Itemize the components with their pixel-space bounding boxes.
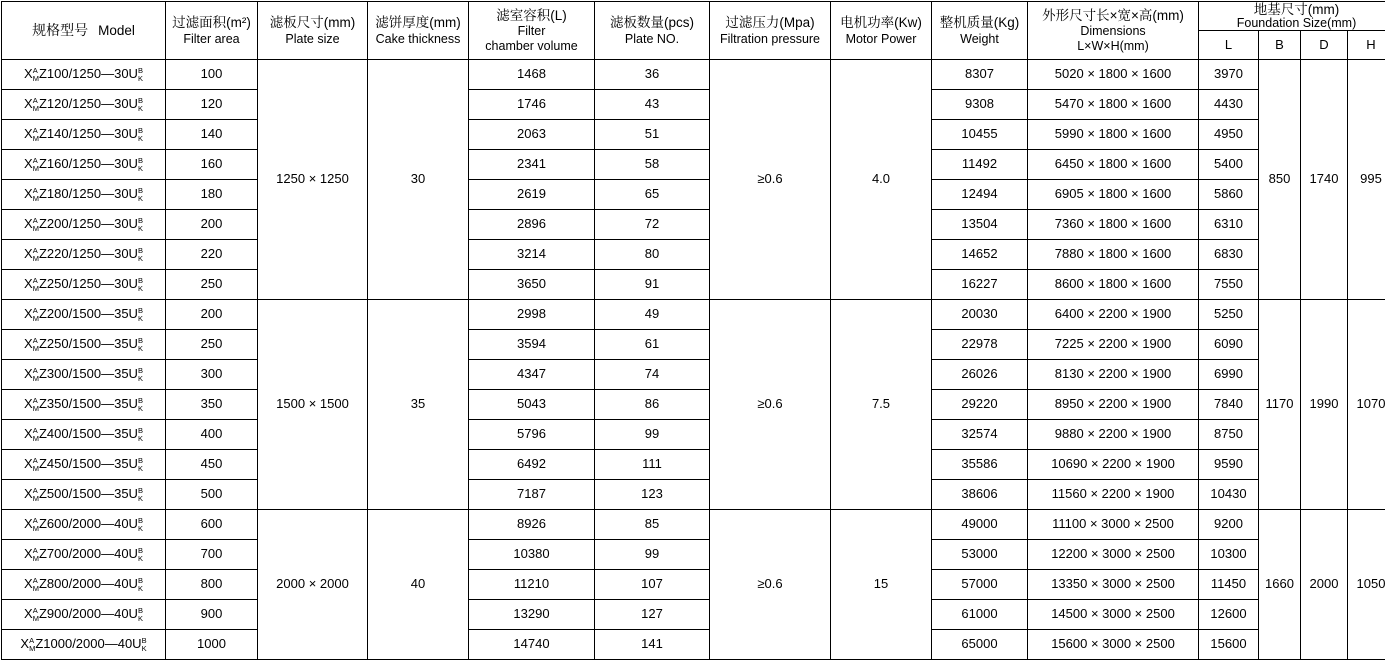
- cell-plate-no: 111: [595, 450, 710, 480]
- cell-weight: 26026: [932, 360, 1028, 390]
- cell-dimensions: 14500 × 3000 × 2500: [1028, 600, 1199, 630]
- cell-model: X A M Z350/1500—35U B K: [2, 390, 166, 420]
- cell-plate-no: 36: [595, 60, 710, 90]
- cell-weight: 35586: [932, 450, 1028, 480]
- header-plate-no: 滤板数量(pcs) Plate NO.: [595, 2, 710, 60]
- cell-chamber-volume: 14740: [469, 630, 595, 660]
- cell-filter-area: 400: [166, 420, 258, 450]
- cell-weight: 32574: [932, 420, 1028, 450]
- table-row: [2, 390, 1385, 420]
- header-foundation-size: 地基尺寸(mm) Foundation Size(mm): [1199, 2, 1385, 31]
- cell-plate-size: 2000 × 2000: [258, 510, 368, 660]
- cell-filter-area: 140: [166, 120, 258, 150]
- cell-foundation-l: 9590: [1199, 450, 1259, 480]
- cell-filter-area: 500: [166, 480, 258, 510]
- cell-plate-no: 99: [595, 540, 710, 570]
- cell-model: X A M Z900/2000—40U B K: [2, 600, 166, 630]
- cell-foundation-l: 5400: [1199, 150, 1259, 180]
- cell-chamber-volume: 13290: [469, 600, 595, 630]
- cell-dimensions: 7880 × 1800 × 1600: [1028, 240, 1199, 270]
- cell-foundation-l: 4950: [1199, 120, 1259, 150]
- cell-model: X A M Z140/1250—30U B K: [2, 120, 166, 150]
- cell-plate-no: 61: [595, 330, 710, 360]
- cell-chamber-volume: 2998: [469, 300, 595, 330]
- cell-foundation-h: 1070: [1348, 300, 1385, 510]
- table-row: [2, 270, 1385, 300]
- cell-dimensions: 8130 × 2200 × 1900: [1028, 360, 1199, 390]
- cell-chamber-volume: 4347: [469, 360, 595, 390]
- cell-weight: 22978: [932, 330, 1028, 360]
- cell-filter-area: 800: [166, 570, 258, 600]
- cell-foundation-d: 2000: [1301, 510, 1348, 660]
- cell-plate-no: 141: [595, 630, 710, 660]
- cell-foundation-l: 7550: [1199, 270, 1259, 300]
- cell-model: X A M Z160/1250—30U B K: [2, 150, 166, 180]
- table-row: [2, 60, 1385, 90]
- table-header: [2, 2, 1385, 60]
- header-foundation-l: L: [1199, 31, 1259, 60]
- cell-filter-area: 300: [166, 360, 258, 390]
- cell-plate-no: 127: [595, 600, 710, 630]
- cell-chamber-volume: 2619: [469, 180, 595, 210]
- cell-foundation-b: 1660: [1259, 510, 1301, 660]
- header-weight: 整机质量(Kg) Weight: [932, 2, 1028, 60]
- cell-chamber-volume: 2341: [469, 150, 595, 180]
- cell-plate-no: 43: [595, 90, 710, 120]
- cell-dimensions: 10690 × 2200 × 1900: [1028, 450, 1199, 480]
- cell-model: X A M Z220/1250—30U B K: [2, 240, 166, 270]
- cell-weight: 10455: [932, 120, 1028, 150]
- cell-motor-power: 7.5: [831, 300, 932, 510]
- cell-plate-no: 99: [595, 420, 710, 450]
- table-row: [2, 570, 1385, 600]
- cell-dimensions: 8950 × 2200 × 1900: [1028, 390, 1199, 420]
- cell-model: X A M Z180/1250—30U B K: [2, 180, 166, 210]
- cell-plate-no: 74: [595, 360, 710, 390]
- cell-plate-no: 91: [595, 270, 710, 300]
- cell-dimensions: 6450 × 1800 × 1600: [1028, 150, 1199, 180]
- cell-foundation-l: 11450: [1199, 570, 1259, 600]
- cell-weight: 8307: [932, 60, 1028, 90]
- cell-chamber-volume: 2896: [469, 210, 595, 240]
- cell-foundation-l: 3970: [1199, 60, 1259, 90]
- table-row: [2, 510, 1385, 540]
- cell-model: X A M Z120/1250—30U B K: [2, 90, 166, 120]
- cell-foundation-h: 995: [1348, 60, 1385, 300]
- cell-filtration-pressure: ≥0.6: [710, 510, 831, 660]
- cell-foundation-l: 9200: [1199, 510, 1259, 540]
- cell-chamber-volume: 10380: [469, 540, 595, 570]
- cell-cake-thickness: 35: [368, 300, 469, 510]
- cell-cake-thickness: 30: [368, 60, 469, 300]
- cell-model: X A M Z200/1250—30U B K: [2, 210, 166, 240]
- cell-plate-no: 107: [595, 570, 710, 600]
- table-row: [2, 180, 1385, 210]
- cell-weight: 20030: [932, 300, 1028, 330]
- cell-dimensions: 5020 × 1800 × 1600: [1028, 60, 1199, 90]
- cell-dimensions: 15600 × 3000 × 2500: [1028, 630, 1199, 660]
- header-foundation-d: D: [1301, 31, 1348, 60]
- cell-filter-area: 200: [166, 210, 258, 240]
- cell-weight: 49000: [932, 510, 1028, 540]
- cell-plate-no: 58: [595, 150, 710, 180]
- cell-weight: 29220: [932, 390, 1028, 420]
- cell-filter-area: 1000: [166, 630, 258, 660]
- cell-chamber-volume: 11210: [469, 570, 595, 600]
- cell-plate-no: 85: [595, 510, 710, 540]
- header-foundation-h: H: [1348, 31, 1385, 60]
- cell-motor-power: 4.0: [831, 60, 932, 300]
- cell-chamber-volume: 3214: [469, 240, 595, 270]
- cell-chamber-volume: 8926: [469, 510, 595, 540]
- cell-foundation-h: 1050: [1348, 510, 1385, 660]
- cell-plate-no: 86: [595, 390, 710, 420]
- cell-foundation-l: 15600: [1199, 630, 1259, 660]
- table-row: [2, 330, 1385, 360]
- cell-foundation-l: 10430: [1199, 480, 1259, 510]
- cell-foundation-l: 8750: [1199, 420, 1259, 450]
- cell-dimensions: 11100 × 3000 × 2500: [1028, 510, 1199, 540]
- cell-foundation-l: 7840: [1199, 390, 1259, 420]
- cell-chamber-volume: 5043: [469, 390, 595, 420]
- cell-foundation-l: 6990: [1199, 360, 1259, 390]
- cell-chamber-volume: 3594: [469, 330, 595, 360]
- header-motor-power: 电机功率(Kw) Motor Power: [831, 2, 932, 60]
- cell-filtration-pressure: ≥0.6: [710, 300, 831, 510]
- cell-filter-area: 700: [166, 540, 258, 570]
- cell-weight: 57000: [932, 570, 1028, 600]
- header-filter-area: 过滤面积(m²) Filter area: [166, 2, 258, 60]
- cell-dimensions: 12200 × 3000 × 2500: [1028, 540, 1199, 570]
- cell-dimensions: 7225 × 2200 × 1900: [1028, 330, 1199, 360]
- cell-filter-area: 160: [166, 150, 258, 180]
- table-row: [2, 600, 1385, 630]
- header-model: 规格型号 Model: [2, 2, 166, 60]
- cell-chamber-volume: 5796: [469, 420, 595, 450]
- cell-plate-size: 1250 × 1250: [258, 60, 368, 300]
- table-row: [2, 210, 1385, 240]
- table-row: [2, 420, 1385, 450]
- cell-plate-no: 49: [595, 300, 710, 330]
- cell-plate-no: 72: [595, 210, 710, 240]
- cell-plate-size: 1500 × 1500: [258, 300, 368, 510]
- cell-foundation-l: 12600: [1199, 600, 1259, 630]
- table-row: [2, 540, 1385, 570]
- cell-foundation-l: 4430: [1199, 90, 1259, 120]
- cell-model: X A M Z1000/2000—40U B K: [2, 630, 166, 660]
- table-row: [2, 630, 1385, 660]
- cell-foundation-d: 1990: [1301, 300, 1348, 510]
- cell-weight: 61000: [932, 600, 1028, 630]
- header-chamber-volume: 滤室容积(L) Filter chamber volume: [469, 2, 595, 60]
- cell-weight: 9308: [932, 90, 1028, 120]
- table-row: [2, 90, 1385, 120]
- table-row: [2, 240, 1385, 270]
- table-row: [2, 120, 1385, 150]
- cell-filter-area: 900: [166, 600, 258, 630]
- cell-plate-no: 80: [595, 240, 710, 270]
- cell-model: X A M Z450/1500—35U B K: [2, 450, 166, 480]
- cell-weight: 38606: [932, 480, 1028, 510]
- cell-chamber-volume: 1746: [469, 90, 595, 120]
- cell-foundation-l: 6830: [1199, 240, 1259, 270]
- cell-filter-area: 120: [166, 90, 258, 120]
- cell-filter-area: 200: [166, 300, 258, 330]
- cell-foundation-d: 1740: [1301, 60, 1348, 300]
- cell-weight: 11492: [932, 150, 1028, 180]
- header-filtration-pressure: 过滤压力(Mpa) Filtration pressure: [710, 2, 831, 60]
- cell-chamber-volume: 6492: [469, 450, 595, 480]
- cell-dimensions: 5470 × 1800 × 1600: [1028, 90, 1199, 120]
- cell-model: X A M Z250/1250—30U B K: [2, 270, 166, 300]
- cell-filter-area: 250: [166, 330, 258, 360]
- cell-foundation-l: 5250: [1199, 300, 1259, 330]
- cell-model: X A M Z700/2000—40U B K: [2, 540, 166, 570]
- cell-filter-area: 350: [166, 390, 258, 420]
- table-row: [2, 300, 1385, 330]
- cell-foundation-l: 6310: [1199, 210, 1259, 240]
- cell-chamber-volume: 2063: [469, 120, 595, 150]
- cell-filtration-pressure: ≥0.6: [710, 60, 831, 300]
- cell-dimensions: 13350 × 3000 × 2500: [1028, 570, 1199, 600]
- table-row: [2, 150, 1385, 180]
- header-plate-size: 滤板尺寸(mm) Plate size: [258, 2, 368, 60]
- cell-weight: 14652: [932, 240, 1028, 270]
- cell-dimensions: 11560 × 2200 × 1900: [1028, 480, 1199, 510]
- cell-weight: 16227: [932, 270, 1028, 300]
- cell-model: X A M Z400/1500—35U B K: [2, 420, 166, 450]
- cell-dimensions: 7360 × 1800 × 1600: [1028, 210, 1199, 240]
- cell-dimensions: 9880 × 2200 × 1900: [1028, 420, 1199, 450]
- table-row: [2, 450, 1385, 480]
- cell-plate-no: 65: [595, 180, 710, 210]
- cell-dimensions: 5990 × 1800 × 1600: [1028, 120, 1199, 150]
- cell-cake-thickness: 40: [368, 510, 469, 660]
- specification-table: [1, 1, 1385, 660]
- cell-foundation-l: 6090: [1199, 330, 1259, 360]
- cell-dimensions: 6400 × 2200 × 1900: [1028, 300, 1199, 330]
- cell-model: X A M Z250/1500—35U B K: [2, 330, 166, 360]
- cell-filter-area: 600: [166, 510, 258, 540]
- cell-weight: 53000: [932, 540, 1028, 570]
- cell-chamber-volume: 7187: [469, 480, 595, 510]
- header-foundation-b: B: [1259, 31, 1301, 60]
- cell-model: X A M Z200/1500—35U B K: [2, 300, 166, 330]
- cell-foundation-b: 850: [1259, 60, 1301, 300]
- cell-filter-area: 250: [166, 270, 258, 300]
- cell-model: X A M Z500/1500—35U B K: [2, 480, 166, 510]
- cell-filter-area: 100: [166, 60, 258, 90]
- cell-chamber-volume: 1468: [469, 60, 595, 90]
- cell-dimensions: 8600 × 1800 × 1600: [1028, 270, 1199, 300]
- cell-foundation-l: 10300: [1199, 540, 1259, 570]
- cell-dimensions: 6905 × 1800 × 1600: [1028, 180, 1199, 210]
- cell-plate-no: 51: [595, 120, 710, 150]
- table-row: [2, 480, 1385, 510]
- cell-filter-area: 220: [166, 240, 258, 270]
- cell-weight: 65000: [932, 630, 1028, 660]
- cell-plate-no: 123: [595, 480, 710, 510]
- cell-foundation-l: 5860: [1199, 180, 1259, 210]
- cell-filter-area: 180: [166, 180, 258, 210]
- table-body: [2, 60, 1385, 660]
- cell-model: X A M Z800/2000—40U B K: [2, 570, 166, 600]
- header-dimensions: 外形尺寸长×宽×高(mm) Dimensions L×W×H(mm): [1028, 2, 1199, 60]
- cell-foundation-b: 1170: [1259, 300, 1301, 510]
- cell-chamber-volume: 3650: [469, 270, 595, 300]
- cell-motor-power: 15: [831, 510, 932, 660]
- cell-model: X A M Z100/1250—30U B K: [2, 60, 166, 90]
- cell-model: X A M Z300/1500—35U B K: [2, 360, 166, 390]
- table-row: [2, 360, 1385, 390]
- header-row-main: [2, 2, 1385, 31]
- cell-model: X A M Z600/2000—40U B K: [2, 510, 166, 540]
- cell-weight: 13504: [932, 210, 1028, 240]
- header-cake-thickness: 滤饼厚度(mm) Cake thickness: [368, 2, 469, 60]
- cell-weight: 12494: [932, 180, 1028, 210]
- cell-filter-area: 450: [166, 450, 258, 480]
